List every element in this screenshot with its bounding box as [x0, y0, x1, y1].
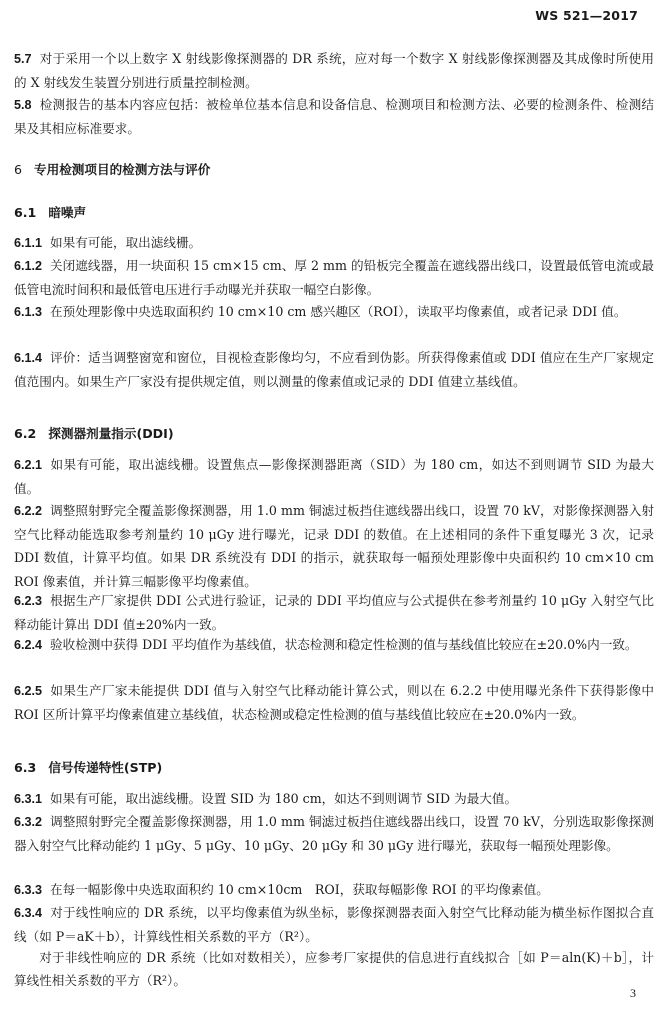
- clause-number: 6.2.2: [14, 504, 43, 518]
- section-heading-6-1: [14, 201, 86, 224]
- clause-text: 如果生产厂家未能提供 DDI 值与入射空气比释动能计算公式，则以在 6.2.2 中使用曝光条件下获得影像中 ROI 区所计算平均像素值建立基线值，状态检测或稳定性检测的值与基线值比较应在±20.0%内一致。: [14, 683, 654, 723]
- clause-text: 调整照射野完全覆盖影像探测器，用 1.0 mm 铜滤过板挡住遮线器出线口，设置 70 kV，对影像探测器入射空气比释动能选取参考剂量约 10 μGy 进行曝光，记录 DDI 的数值。在上述相同的条件下重复曝光 3 次，记录 DDI 数值，计算平均值。如果 DR 系统没有 DDI 的指示，就获取每一幅预处理影像中央面积约 10 cm×10 cm ROI 像素值，并计算三幅影像平均像素值。: [14, 503, 667, 589]
- clause-6-2-2: [14, 499, 667, 593]
- clause-number: 6.3.4: [14, 906, 43, 920]
- section-title: 暗噪声: [48, 205, 87, 220]
- clause-5-7: [14, 47, 654, 94]
- section-title: 信号传递特性(STP): [48, 760, 163, 775]
- section-number: 6.1: [14, 205, 37, 220]
- clause-text: 在每一幅影像中央选取面积约 10 cm×10cm ROI，获取每幅影像 ROI 的平均像素值。: [50, 882, 549, 897]
- clause-6-2-3: [14, 589, 654, 636]
- clause-6-1-4: [14, 346, 654, 393]
- section-heading-6-2: [14, 422, 174, 445]
- section-number: 6: [14, 162, 23, 177]
- clause-text: 如果有可能，取出滤线栅。: [50, 235, 202, 250]
- clause-6-2-1: [14, 453, 654, 500]
- clause-number: 6.2.1: [14, 458, 43, 472]
- clause-text: 对于线性响应的 DR 系统，以平均像素值为纵坐标，影像探测器表面入射空气比释动能为横坐标作图拟合直线（如 P＝aK＋b），计算线性相关系数的平方（R²）。: [14, 905, 654, 945]
- section-title: 专用检测项目的检测方法与评价: [34, 162, 211, 177]
- clause-6-2-5: [14, 679, 654, 726]
- section-number: 6.3: [14, 760, 37, 775]
- clause-number: 6.1.4: [14, 351, 43, 365]
- clause-number: 6.1.2: [14, 259, 43, 273]
- section-heading-6: [14, 158, 210, 181]
- clause-6-2-4: [14, 633, 654, 657]
- clause-text: 如果有可能，取出滤线栅。设置焦点—影像探测器距离（SID）为 180 cm，如达不到则调节 SID 为最大值。: [14, 457, 654, 497]
- clause-6-3-4-continuation: [14, 946, 654, 992]
- clause-6-3-4: [14, 901, 654, 948]
- clause-text: 如果有可能，取出滤线栅。设置 SID 为 180 cm，如达不到则调节 SID 为最大值。: [50, 791, 518, 806]
- clause-text: 关闭遮线器，用一块面积 15 cm×15 cm、厚 2 mm 的铅板完全覆盖在遮线器出线口，设置最低管电流或最低管电流时间积和最低管电压进行手动曝光并获取一幅空白影像。: [14, 258, 654, 298]
- section-number: 6.2: [14, 426, 37, 441]
- clause-5-8: [14, 93, 654, 140]
- page-number: 3: [630, 986, 636, 1000]
- clause-number: 6.2.4: [14, 638, 43, 652]
- clause-number: 6.3.1: [14, 792, 43, 806]
- clause-text: 验收检测中获得 DDI 平均值作为基线值，状态检测和稳定性检测的值与基线值比较应在±20.0%内一致。: [50, 637, 638, 652]
- clause-text: 根据生产厂家提供 DDI 公式进行验证，记录的 DDI 平均值应与公式提供在参考剂量约 10 μGy 入射空气比释动能计算出 DDI 值±20%内一致。: [14, 593, 654, 633]
- clause-6-1-3: [14, 300, 654, 324]
- section-heading-6-3: [14, 756, 162, 779]
- clause-number: 5.8: [14, 98, 32, 112]
- clause-number: 6.1.3: [14, 305, 43, 319]
- clause-6-3-2: [14, 810, 654, 857]
- clause-number: 6.3.2: [14, 815, 43, 829]
- clause-6-1-1: [14, 231, 654, 255]
- section-title: 探测器剂量指示(DDI): [48, 426, 174, 441]
- clause-text: 调整照射野完全覆盖影像探测器，用 1.0 mm 铜滤过板挡住遮线器出线口，设置 70 kV，分别选取影像探测器入射空气比释动能约 1 μGy、5 μGy、10 μGy、20 μGy 和 30 μGy 进行曝光，获取每一幅预处理影像。: [14, 814, 654, 854]
- clause-number: 6.3.3: [14, 883, 43, 897]
- clause-number: 6.1.1: [14, 236, 43, 250]
- clause-6-1-2: [14, 254, 654, 301]
- clause-6-3-1: [14, 787, 654, 811]
- clause-number: 5.7: [14, 52, 32, 66]
- clause-text: 对于采用一个以上数字 X 射线影像探测器的 DR 系统，应对每一个数字 X 射线影像探测器及其成像时所使用的 X 射线发生装置分别进行质量控制检测。: [14, 51, 654, 91]
- clause-text: 评价：适当调整窗宽和窗位，目视检查影像均匀，不应看到伪影。所获得像素值或 DDI 值应在生产厂家规定值范围内。如果生产厂家没有提供规定值，则以测量的像素值或记录的 DDI 值建立基线值。: [14, 350, 654, 390]
- standard-code: WS 521—2017: [535, 8, 638, 23]
- clause-6-3-3: [14, 878, 654, 902]
- clause-text: 在预处理影像中央选取面积约 10 cm×10 cm 感兴趣区（ROI），读取平均像素值，或者记录 DDI 值。: [50, 304, 627, 319]
- clause-text: 对于非线性响应的 DR 系统（比如对数相关），应参考厂家提供的信息进行直线拟合［如 P＝aln(K)＋b］，计算线性相关系数的平方（R²）。: [14, 950, 654, 989]
- clause-number: 6.2.5: [14, 684, 43, 698]
- clause-text: 检测报告的基本内容应包括：被检单位基本信息和设备信息、检测项目和检测方法、必要的检测条件、检测结果及其相应标准要求。: [14, 97, 654, 137]
- clause-number: 6.2.3: [14, 594, 43, 608]
